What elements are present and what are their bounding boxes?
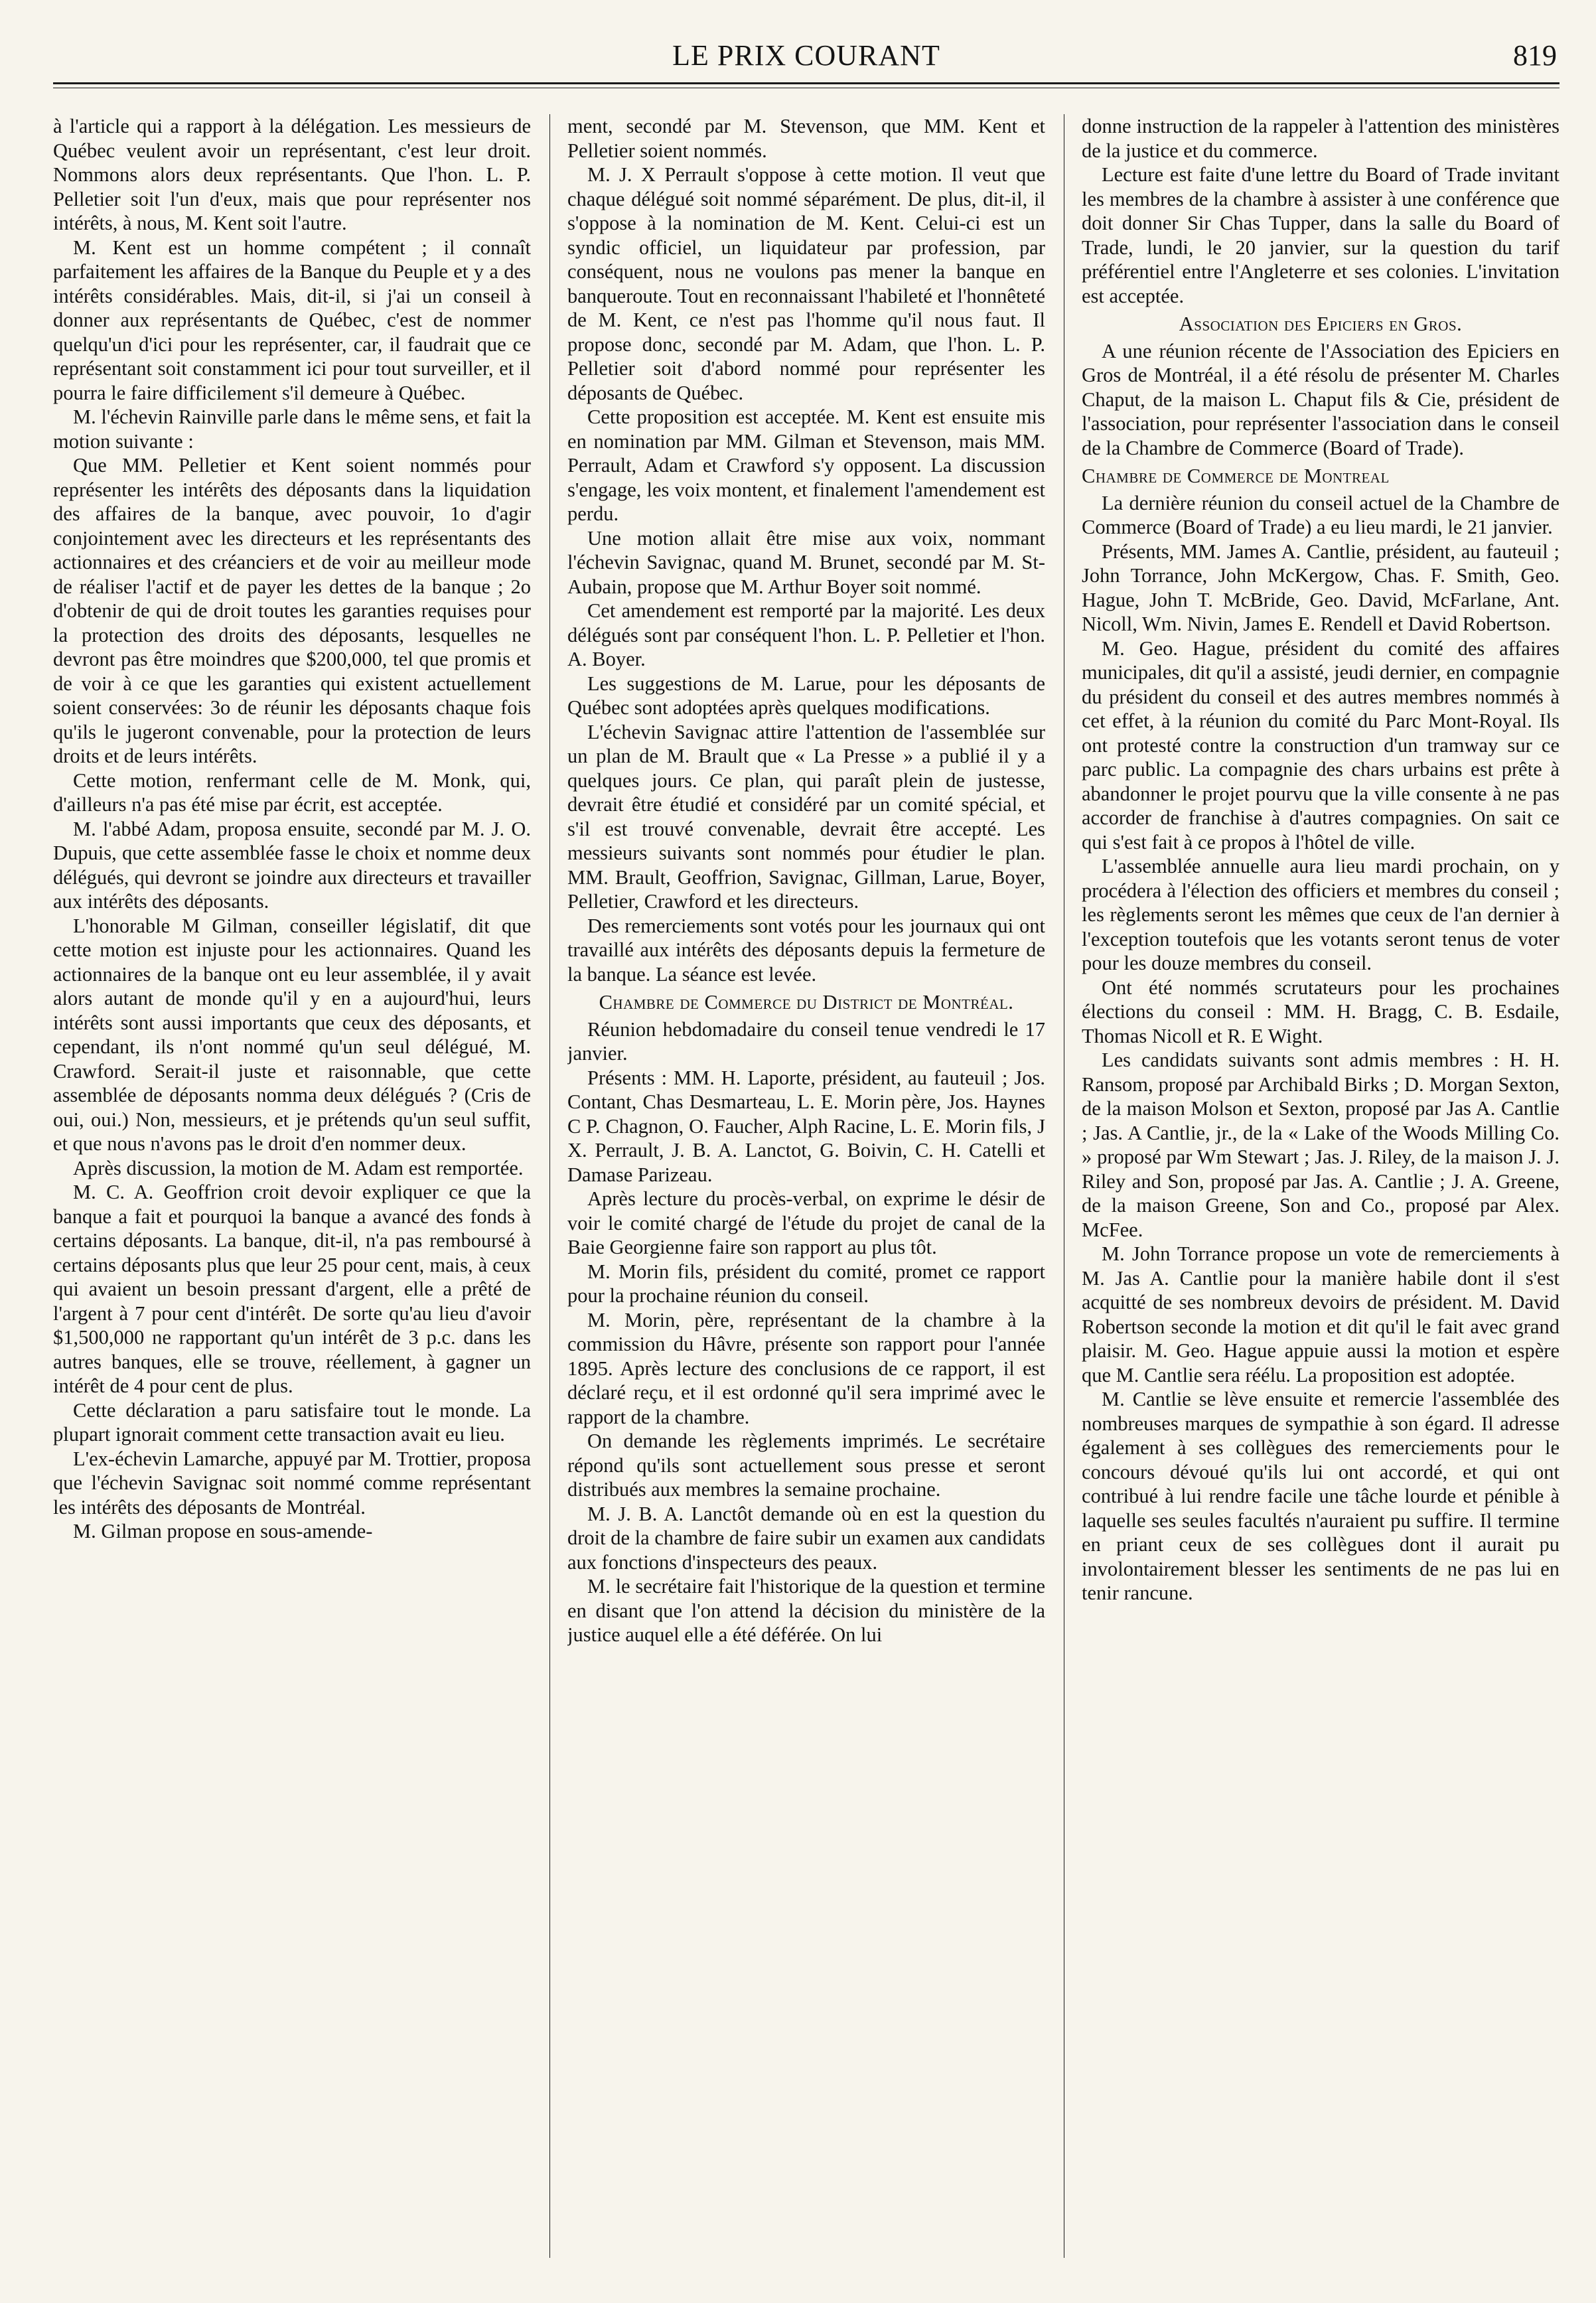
article-paragraph: Cette proposition est acceptée. M. Kent est ensuite mis en nomination par MM. Gilman et Stevenson, mais MM. Perrault, Adam et Crawford s'y opposent. La discussion s'engage, les voix montent, et finalement l'amendement est perdu.: [567, 406, 1045, 525]
article-paragraph: M. l'échevin Rainville parle dans le même sens, et fait la motion suivante :: [53, 406, 531, 453]
article-paragraph: M. Kent est un homme compétent ; il connaît parfaitement les affaires de la Banque du Peuple et y a des intérêts considérables. Mais, dit-il, si j'ai un conseil à donner aux représentants de Québec, c'est de nommer quelqu'un d'ici pour les représenter, car, il faudrait que ce représentant soit constamment ici pour tout surveiller, et il pourra le faire difficilement s'il demeure à Québec.: [53, 236, 531, 404]
article-paragraph: L'assemblée annuelle aura lieu mardi prochain, on y procédera à l'élection des officiers et membres du conseil ; les règlements seront les mêmes que ceux de l'an dernier à l'exception toutefois que les votants seront tenus de voter pour les douze membres du conseil.: [1082, 855, 1560, 974]
column-2: [567, 114, 1045, 2258]
article-paragraph: L'ex-échevin Lamarche, appuyé par M. Trottier, proposa que l'échevin Savignac soit nommé comme représentant les intérêts des déposants de Montréal.: [53, 1447, 531, 1519]
article-paragraph: à l'article qui a rapport à la délégation. Les messieurs de Québec veulent avoir un représentant, c'est leur droit. Nommons alors deux représentants. Que l'hon. L. P. Pelletier soit l'un d'eux, mais que pour représenter nos intérêts, à nous, M. Kent soit l'autre.: [53, 115, 531, 234]
column-3: [1082, 114, 1560, 2258]
article-paragraph: Une motion allait être mise aux voix, nommant l'échevin Savignac, quand M. Brunet, secondé par M. St-Aubain, propose que M. Arthur Boyer soit nommé.: [567, 526, 1045, 598]
article-paragraph: donne instruction de la rappeler à l'attention des ministères de la justice et du commerce.: [1082, 115, 1560, 162]
article-paragraph: Cette motion, renfermant celle de M. Monk, qui, d'ailleurs n'a pas été mise par écrit, est acceptée.: [53, 769, 531, 816]
publication-title: LE PRIX COURANT: [672, 39, 940, 72]
article-paragraph: ment, secondé par M. Stevenson, que MM. Kent et Pelletier soient nommés.: [567, 115, 1045, 162]
text-columns: [53, 114, 1560, 2258]
article-paragraph: Après lecture du procès-verbal, on exprime le désir de voir le comité chargé de l'étude du projet de canal de la Baie Georgienne faire son rapport au plus tôt.: [567, 1187, 1045, 1258]
article-paragraph: M. Gilman propose en sous-amende-: [73, 1520, 373, 1542]
article-paragraph: A une réunion récente de l'Association des Epiciers en Gros de Montréal, il a été résolu de présenter M. Charles Chaput, de la maison L. Chaput fils & Cie, président de l'association, pour représenter l'association dans le conseil de la Chambre de Commerce (Board of Trade).: [1082, 339, 1560, 459]
article-paragraph: On demande les règlements imprimés. Le secrétaire répond qu'ils sont actuellement sous presse et seront distribués aux membres la semaine prochaine.: [567, 1430, 1045, 1501]
article-paragraph: L'honorable M Gilman, conseiller législatif, dit que cette motion est injuste pour les actionnaires. Quand les actionnaires de la banque ont eu leur assemblée, il y avait alors autant de monde qu'il y en a aujourd'hui, leurs intérêts sont aussi importants que ceux des déposants, et cependant, ils n'ont nommé qu'un seul délégué, M. Crawford. Serait-il juste et raisonnable, que cette assemblée de déposants nomma deux délégués ? (Cris de oui, oui.) Non, messieurs, et je prétends qu'un seul suffit, et que nous n'avons pas le droit d'en nommer deux.: [53, 914, 531, 1155]
article-paragraph: Présents, MM. James A. Cantlie, président, au fauteuil ; John Torrance, John McKergow, Chas. F. Smith, Geo. Hague, John T. McBride, Geo. David, McFarlane, Ant. Nicoll, Wm. Nivin, James E. Rendell et David Robertson.: [1082, 540, 1560, 635]
article-paragraph: La dernière réunion du conseil actuel de la Chambre de Commerce (Board of Trade) a eu lieu mardi, le 21 janvier.: [1082, 491, 1560, 538]
page-number: 819: [1513, 39, 1557, 72]
article-paragraph: M. John Torrance propose un vote de remerciements à M. Jas A. Cantlie pour la manière habile dont il s'est acquitté de ses nombreux devoirs de président. M. David Robertson seconde la motion et dit qu'il le fait avec grand plaisir. M. Geo. Hague appuie aussi la motion et espère que M. Cantlie sera réélu. La proposition est adoptée.: [1082, 1242, 1560, 1386]
article-paragraph: M. Morin, père, représentant de la chambre à la commission du Hâvre, présente son rapport pour l'année 1895. Après lecture des conclusions de ce rapport, il est déclaré reçu, et il est ordonné qu'il sera imprimé avec le rapport de la chambre.: [567, 1308, 1045, 1428]
section-heading: Chambre de Commerce du District de Montréal.: [599, 991, 1014, 1013]
article-paragraph: Lecture est faite d'une lettre du Board of Trade invitant les membres de la chambre à assister à une conférence que doit donner Sir Chas Tupper, dans la salle du Board of Trade, lundi, le 20 janvier, sur la question du tarif préférentiel entre l'Angleterre et ses colonies. L'invitation est acceptée.: [1082, 163, 1560, 307]
section-heading: Association des Epiciers en Gros.: [1179, 313, 1463, 335]
header-rule-thick: [53, 82, 1560, 84]
article-paragraph: Les suggestions de M. Larue, pour les déposants de Québec sont adoptées après quelques modifications.: [567, 672, 1045, 719]
article-paragraph: Présents : MM. H. Laporte, président, au fauteuil ; Jos. Contant, Chas Desmarteau, L. E. Morin père, Jos. Haynes C P. Chagnon, O. Faucher, Alph Racine, L. E. Morin fils, J X. Perrault, J. B. A. Lanctot, G. Boivin, C. H. Catelli et Damase Parizeau.: [567, 1066, 1045, 1186]
article-paragraph: M. Morin fils, président du comité, promet ce rapport pour la prochaine réunion du conseil.: [567, 1260, 1045, 1307]
section-heading: Chambre de Commerce de Montreal: [1082, 465, 1390, 487]
article-paragraph: M. l'abbé Adam, proposa ensuite, secondé par M. J. O. Dupuis, que cette assemblée fasse le choix et nomme deux délégués, qui devront se joindre aux directeurs et travailler aux intérêts des déposants.: [53, 817, 531, 913]
article-paragraph: Cet amendement est remporté par la majorité. Les deux délégués sont par conséquent l'hon. L. P. Pelletier et l'hon. A. Boyer.: [567, 599, 1045, 670]
article-paragraph: M. C. A. Geoffrion croit devoir expliquer ce que la banque a fait et pourquoi la banque a avancé des fonds à certains déposants. La banque, dit-il, n'a pas remboursé à certains déposants plus que leur 25 pour cent, mais, à ceux qui avaient un besoin pressant d'argent, elle a prêté de l'argent à 7 pour cent d'intérêt. De sorte qu'au lieu d'avoir $1,500,000 ne rapportant qu'un intérêt de 3 p.c. dans les autres banques, elle se trouve, réellement, à gagner un intérêt de 4 pour cent de plus.: [53, 1181, 531, 1397]
article-paragraph: M. J. X Perrault s'oppose à cette motion. Il veut que chaque délégué soit nommé séparément. De plus, dit-il, il s'oppose à la nomination de M. Kent. Celui-ci est un syndic officiel, un liquidateur par profession, par conséquent, nous ne voulons pas mener la banque en banqueroute. Tout en reconnaissant l'habileté et l'honnêteté de M. Kent, ce n'est pas l'homme qu'il nous faut. Il propose donc, secondé par M. Adam, que l'hon. L. P. Pelletier soit d'abord nommé pour représenter les déposants de Québec.: [567, 163, 1045, 404]
article-paragraph: M. Cantlie se lève ensuite et remercie l'assemblée des nombreuses marques de sympathie à son égard. Il adresse également à ses collègues des remerciements pour le concours dévoué qu'ils lui ont accordé, et qui ont contribué à lui rendre facile une tâche lourde et pénible à laquelle ses seules facultés n'auraient pu suffire. Il termine en priant ceux de ses collègues dont il aurait pu involontairement blesser les sentiments de ne pas lui en tenir rancune.: [1082, 1388, 1560, 1604]
article-paragraph: M. Geo. Hague, président du comité des affaires municipales, dit qu'il a assisté, jeudi dernier, en compagnie du président du conseil et des autres membres nommés à cet effet, à la réunion du comité du Parc Mont-Royal. Ils ont protesté contre la construction d'un tramway sur ce parc public. La compagnie des chars urbains est prête à abandonner le projet pourvu que la ville consente à ne pas accorder de franchise à d'autres compagnies. On sait ce qui s'est fait à ce propos à l'hôtel de ville.: [1082, 636, 1560, 854]
article-paragraph: Cette déclaration a paru satisfaire tout le monde. La plupart ignorait comment cette transaction avait eu lieu.: [53, 1398, 531, 1446]
article-paragraph: M. le secrétaire fait l'historique de la question et termine en disant que l'on attend la décision du ministère de la justice auquel elle a été déférée. On lui: [567, 1575, 1045, 1646]
column-1: [53, 114, 531, 2258]
column-divider: [549, 114, 550, 2258]
article-paragraph: Que MM. Pelletier et Kent soient nommés pour représenter les intérêts des déposants dans la liquidation des affaires de la banque, avec pouvoir, 1o d'agir conjointement avec les directeurs et les représentants des actionnaires et des créanciers et de voir au meilleur mode de réaliser l'actif et de payer les dettes de la banque ; 2o d'obtenir de qui de droit toutes les garanties requises pour la protection des droits des déposants, lesquelles ne devront pas être moindres que $200,000, tel que promis et de voir à ce que les garanties qui existent actuellement soient conservées: 3o de réunir les déposants chaque fois qu'ils le jugeront convenable, pour la protection de leurs droits et de leurs intérêts.: [53, 454, 531, 767]
article-paragraph: Des remerciements sont votés pour les journaux qui ont travaillé aux intérêts des déposants depuis la fermeture de la banque. La séance est levée.: [567, 914, 1045, 986]
page-header: [53, 35, 1560, 94]
article-paragraph: Ont été nommés scrutateurs pour les prochaines élections du conseil : MM. H. Bragg, C. B. Esdaile, Thomas Nicoll et R. E Wight.: [1082, 976, 1560, 1047]
article-paragraph: L'échevin Savignac attire l'attention de l'assemblée sur un plan de M. Brault que « La Presse » a publié il y a quelques jours. Ce plan, qui paraît plein de justesse, devrait être étudié et considéré par un comité spécial, et s'il est trouvé convenable, devrait être accepté. Les messieurs suivants sont nommés pour étudier le plan. MM. Brault, Geoffrion, Savignac, Gillman, Larue, Boyer, Pelletier, Crawford et les directeurs.: [567, 720, 1045, 913]
article-paragraph: M. J. B. A. Lanctôt demande où en est la question du droit de la chambre de faire subir un examen aux candidats aux fonctions d'inspecteurs des peaux.: [567, 1502, 1045, 1574]
article-paragraph: Les candidats suivants sont admis membres : H. H. Ransom, proposé par Archibald Birks ; D. Morgan Sexton, de la maison Molson et Sexton, proposé par Jas A. Cantlie ; Jas. A Cantlie, jr., de la « Lake of the Woods Milling Co. » proposé par Wm Stewart ; Jas. J. Riley, de la maison J. J. Riley and Son, proposé par Jas. A. Cantlie ; J. A. Greene, de la maison Greene, Son and Co., proposé par Alex. McFee.: [1082, 1049, 1560, 1241]
article-paragraph: Après discussion, la motion de M. Adam est remportée.: [73, 1156, 524, 1179]
article-paragraph: Réunion hebdomadaire du conseil tenue vendredi le 17 janvier.: [567, 1017, 1045, 1065]
